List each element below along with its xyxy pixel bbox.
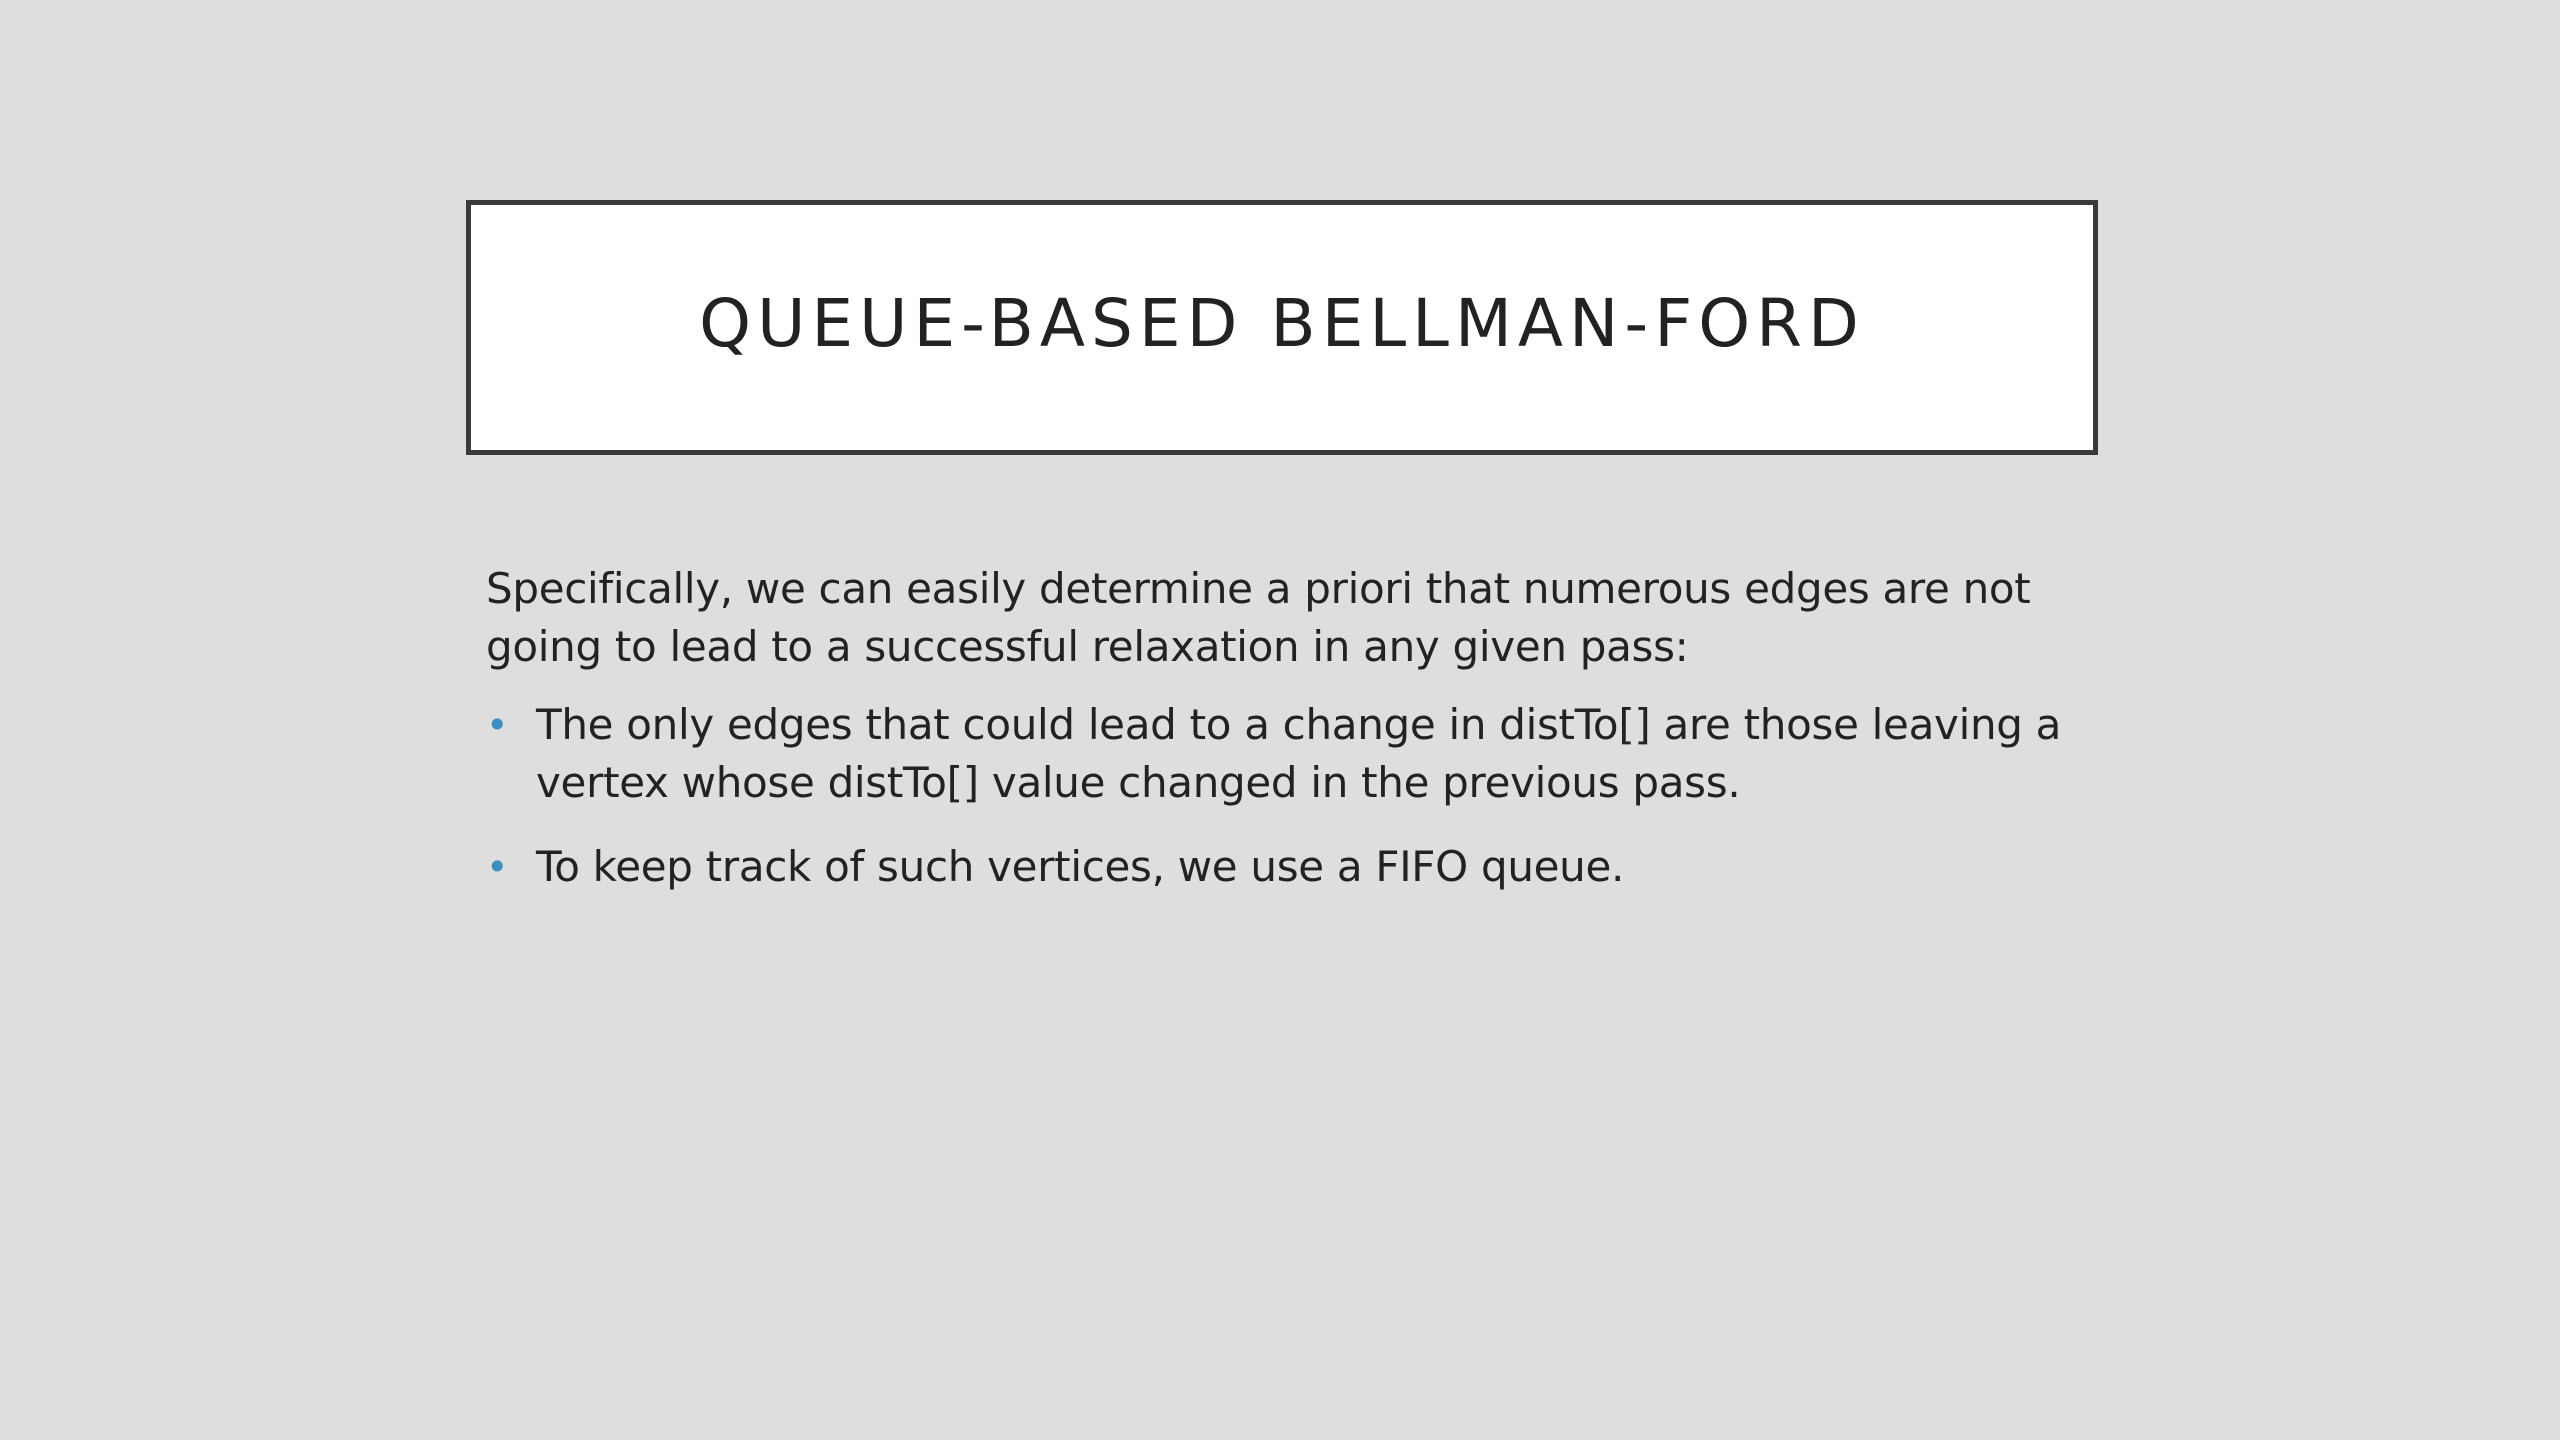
bullet-item — [486, 696, 2076, 812]
bullet-text: To keep track of such vertices, we use a FIFO queue. — [536, 842, 1625, 891]
title-box — [466, 200, 2098, 455]
slide-body — [486, 560, 2076, 922]
bullet-list — [486, 696, 2076, 896]
slide-title: QUEUE-BASED BELLMAN-FORD — [699, 285, 1865, 362]
bullet-item — [486, 838, 2076, 896]
bullet-text: The only edges that could lead to a change in distTo[] are those leaving a vertex whose distTo[] value changed in the previous pass. — [536, 700, 2062, 807]
bullet-icon: • — [486, 703, 509, 747]
bullet-icon: • — [486, 845, 509, 889]
intro-paragraph: Specifically, we can easily determine a priori that numerous edges are not going to lead to a successful relaxation in any given pass: — [486, 564, 2031, 671]
